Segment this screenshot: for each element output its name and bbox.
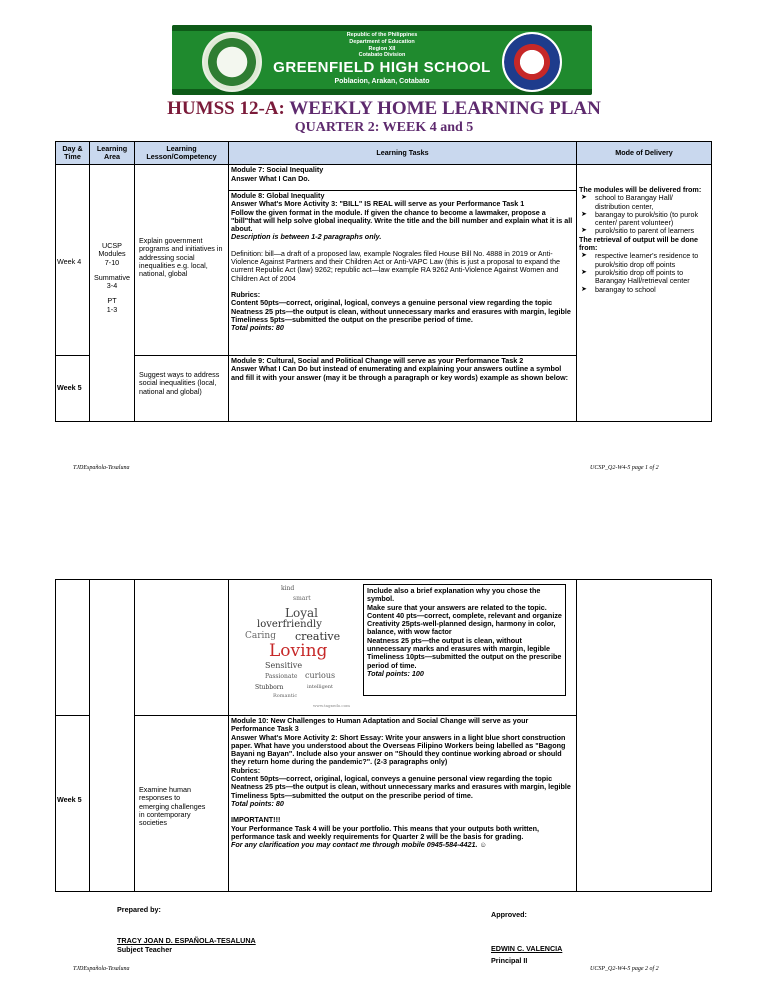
module10-title: Module 10: New Challenges to Human Adaptation and Social Change will serve as your Performance Task 3	[231, 716, 529, 734]
p2-rubric-content: Content 50pts—correct, original, logical, conveys a genuine personal view regarding the topic	[231, 774, 553, 784]
wordcloud-word: kind	[281, 585, 295, 592]
p2-week5-day: Week 5	[57, 795, 82, 804]
week4-rubrics-label: Rubrics:	[231, 289, 261, 299]
school-banner	[172, 25, 592, 95]
footer-left-page1: TJDEspañola-Tesaluna	[73, 465, 130, 471]
wordcloud-word: Loving	[269, 641, 328, 661]
area-line: 7-10	[104, 257, 120, 267]
important-label: IMPORTANT!!!	[231, 815, 281, 825]
header-delivery-label: Mode of Delivery	[615, 148, 673, 157]
area-line: 3-4	[106, 281, 118, 291]
p2-week5-competency: Examine human responses to emerging challenges in contemporary societies	[139, 785, 206, 828]
header-area-label: Learning Area	[96, 144, 128, 162]
footer-left-page2: TJDEspañola-Tesaluna	[73, 966, 130, 972]
retrieval-list	[579, 252, 709, 293]
principal-role: Principal II	[491, 956, 528, 965]
wordcloud-word: loverfriendly	[257, 619, 322, 630]
wordcloud-word: Stubborn	[255, 684, 284, 691]
footer-right-page2: UCSP_Q2-W4-5 page 2 of 2	[590, 966, 659, 972]
p2-competency-cell	[134, 579, 229, 716]
week4-rubric-timeliness: Timeliness 5pts—submitted the output on the prescribe period of time.	[231, 314, 473, 324]
area-line: UCSP	[102, 241, 122, 250]
banner-deped: Department of Education	[349, 39, 415, 45]
banner-stripe-top	[172, 25, 592, 31]
box-line: Creativity 25pts-well-planned design, harmony in color, balance, with wow factor	[367, 619, 556, 637]
box-total: Total points: 100	[367, 668, 424, 678]
header-competency-label: Learning Lesson/Competency	[146, 144, 217, 162]
module8-content	[231, 192, 573, 332]
wordcloud-word: Passionate	[265, 673, 298, 680]
module7-task: Answer What I Can Do.	[231, 174, 310, 183]
wordcloud-word: intelligent	[307, 684, 333, 690]
p2-rubric-timeliness: Timeliness 5pts—submitted the output on the prescribe period of time.	[231, 790, 473, 800]
week4-competency: Explain government programs and initiatives in addressing social inequalities e.g. local, national, global	[139, 236, 223, 279]
principal-name: EDWIN C. VALENCIA	[491, 944, 563, 953]
approved-label: Approved:	[491, 910, 527, 919]
list-item: ➤ school to Barangay Hall/ distribution center,	[579, 194, 709, 211]
p2-area-cell	[89, 579, 135, 892]
banner-region: Region XII	[368, 46, 396, 52]
wordcloud-word: smart	[293, 595, 311, 602]
banner-school-name: GREENFIELD HIGH SCHOOL	[273, 59, 491, 76]
list-item: ➤ barangay to purok/sitio (to purok center/ parent volunteer)	[579, 211, 709, 228]
week5-day: Week 5	[57, 383, 82, 392]
banner-address: Poblacion, Arakan, Cotabato	[334, 78, 430, 85]
wordcloud-word: Sensitive	[265, 661, 303, 670]
important-text: Your Performance Task 4 will be your portfolio. This means that your outputs both written, performance task and weekly requirements for Quarter 2 will be the basis for grading.	[231, 823, 540, 841]
p2-rubrics-label: Rubrics:	[231, 765, 261, 775]
list-item: ➤ purok/sitio to parent of learners	[579, 227, 709, 235]
week4-day: Week 4	[57, 257, 82, 266]
box-line: Timeliness 10pts—submitted the output on the prescribe period of time.	[367, 652, 562, 670]
title-class: HUMSS 12-A:	[167, 98, 290, 119]
module8-description: Description is between 1-2 paragraphs only.	[231, 232, 382, 242]
module7-title: Module 7: Social Inequality	[231, 165, 324, 174]
wordcloud-word: www.tagxedo.com	[313, 703, 350, 708]
week4-rubric-neatness: Neatness 25 pts—the output is clean, without unnecessary marks and erasures with margin, legible	[231, 306, 571, 316]
teacher-role: Subject Teacher	[117, 945, 172, 954]
box-line: Neatness 25 pts—the output is clean, without unnecessary marks and erasures with margin, legible	[367, 635, 550, 654]
page-title	[0, 98, 768, 120]
module8-task: Answer What's More Activity 3: "BILL" IS REAL will serve as your Performance Task 1	[231, 199, 525, 209]
box-line: Include also a brief explanation why you chose the symbol.	[367, 586, 541, 604]
module9-content	[231, 357, 573, 382]
area-line: PT	[107, 296, 117, 306]
p2-day-cell	[55, 579, 90, 716]
banner-division: Cotabato Division	[358, 52, 406, 58]
area-line: Modules	[98, 249, 126, 259]
list-item: ➤ purok/sitio drop off points to Barangay Hall/retrieval center	[579, 269, 709, 286]
contact-line: For any clarification you may contact me through mobile 0945-584-4421. ☺	[231, 840, 487, 850]
p2-total-points: Total points: 80	[231, 798, 284, 808]
box-line: Make sure that your answers are related to the topic.	[367, 602, 547, 612]
banner-republic: Republic of the Philippines	[346, 32, 418, 38]
module9-task: Answer What I Can Do but instead of enumerating and explaining your answers outline a symbol and fill it with your answer (may it be through a paragraph or key words) example as shown below:	[231, 364, 569, 382]
page-subtitle: QUARTER 2: WEEK 4 and 5	[294, 120, 474, 135]
area-line: Summative	[94, 272, 130, 282]
list-item: ➤ respective learner's residence to purok/sitio drop off points	[579, 252, 709, 269]
wordcloud-word: Loyal	[285, 606, 318, 620]
delivery-content	[579, 186, 709, 294]
wordcloud-word: Caring	[245, 631, 276, 641]
retrieval-intro: The retrieval of output will be done from:	[579, 234, 699, 253]
wordcloud-word: creative	[295, 630, 341, 643]
area-line: 1-3	[106, 304, 118, 314]
p2-delivery-cell	[576, 579, 712, 892]
wordcloud-word: curious	[305, 671, 336, 680]
symbol-instructions	[367, 587, 563, 678]
delivery-list	[579, 194, 709, 235]
title-plan: WEEKLY HOME LEARNING PLAN	[289, 98, 601, 119]
week4-total-points: Total points: 80	[231, 323, 284, 333]
module8-instructions: Follow the given format in the module. If given the chance to become a lawmaker, propose a "bill"that will help solve global inequality. Write the title and the bill number and explain what it is all about.	[231, 207, 573, 234]
module9-title: Module 9: Cultural, Social and Political Change will serve as your Performance Task 2	[231, 356, 524, 365]
teacher-name: TRACY JOAN D. ESPAÑOLA-TESALUNA	[117, 936, 256, 945]
wordcloud-word: Romantic	[273, 693, 298, 699]
week5-competency: Suggest ways to address social inequalities (local, national and global)	[139, 370, 220, 396]
module10-task: Answer What's More Activity 2: Short Essay: Write your answers in a light blue short construction paper. What have you understood about the Overseas Filipino Workers being labelled as "Bagong Bayani ng Bayan". Include also your answer on "Should they continue working abroad or should they return home during the pandemic?". (2-3 paragraphs only)	[231, 732, 566, 767]
week4-rubric-content: Content 50pts—correct, original, logical, conveys a genuine personal view regarding the topic	[231, 298, 553, 308]
module8-title: Module 8: Global Inequality	[231, 191, 325, 200]
header-tasks-label: Learning Tasks	[376, 148, 429, 157]
word-cloud-image	[235, 581, 359, 711]
list-item: ➤ barangay to school	[579, 286, 709, 294]
header-day-label: Day & Time	[62, 144, 83, 162]
module10-content	[231, 717, 573, 849]
module8-definition: Definition: bill—a draft of a proposed law, example Nograles filed House Bill No. 4888 in 2019 or Anti-Violence Against Partners and their Children Act or Anti-VAPC Law (this is just a proposal to expand the current Republic Act (law) 9262; republic act—law example RA 9262 Anti-Violence Against Women and Children Act of 2004	[231, 248, 560, 283]
p2-rubric-neatness: Neatness 25 pts—the output is clean, without unnecessary marks and erasures with margin, legible	[231, 782, 571, 792]
delivery-intro: The modules will be delivered from:	[579, 185, 702, 194]
prepared-by-label: Prepared by:	[117, 905, 161, 914]
footer-right-page1: UCSP_Q2-W4-5 page 1 of 2	[590, 465, 659, 471]
week4-area-list	[89, 242, 135, 314]
box-line: Content 40 pts—correct, complete, relevant and organize	[367, 610, 562, 620]
